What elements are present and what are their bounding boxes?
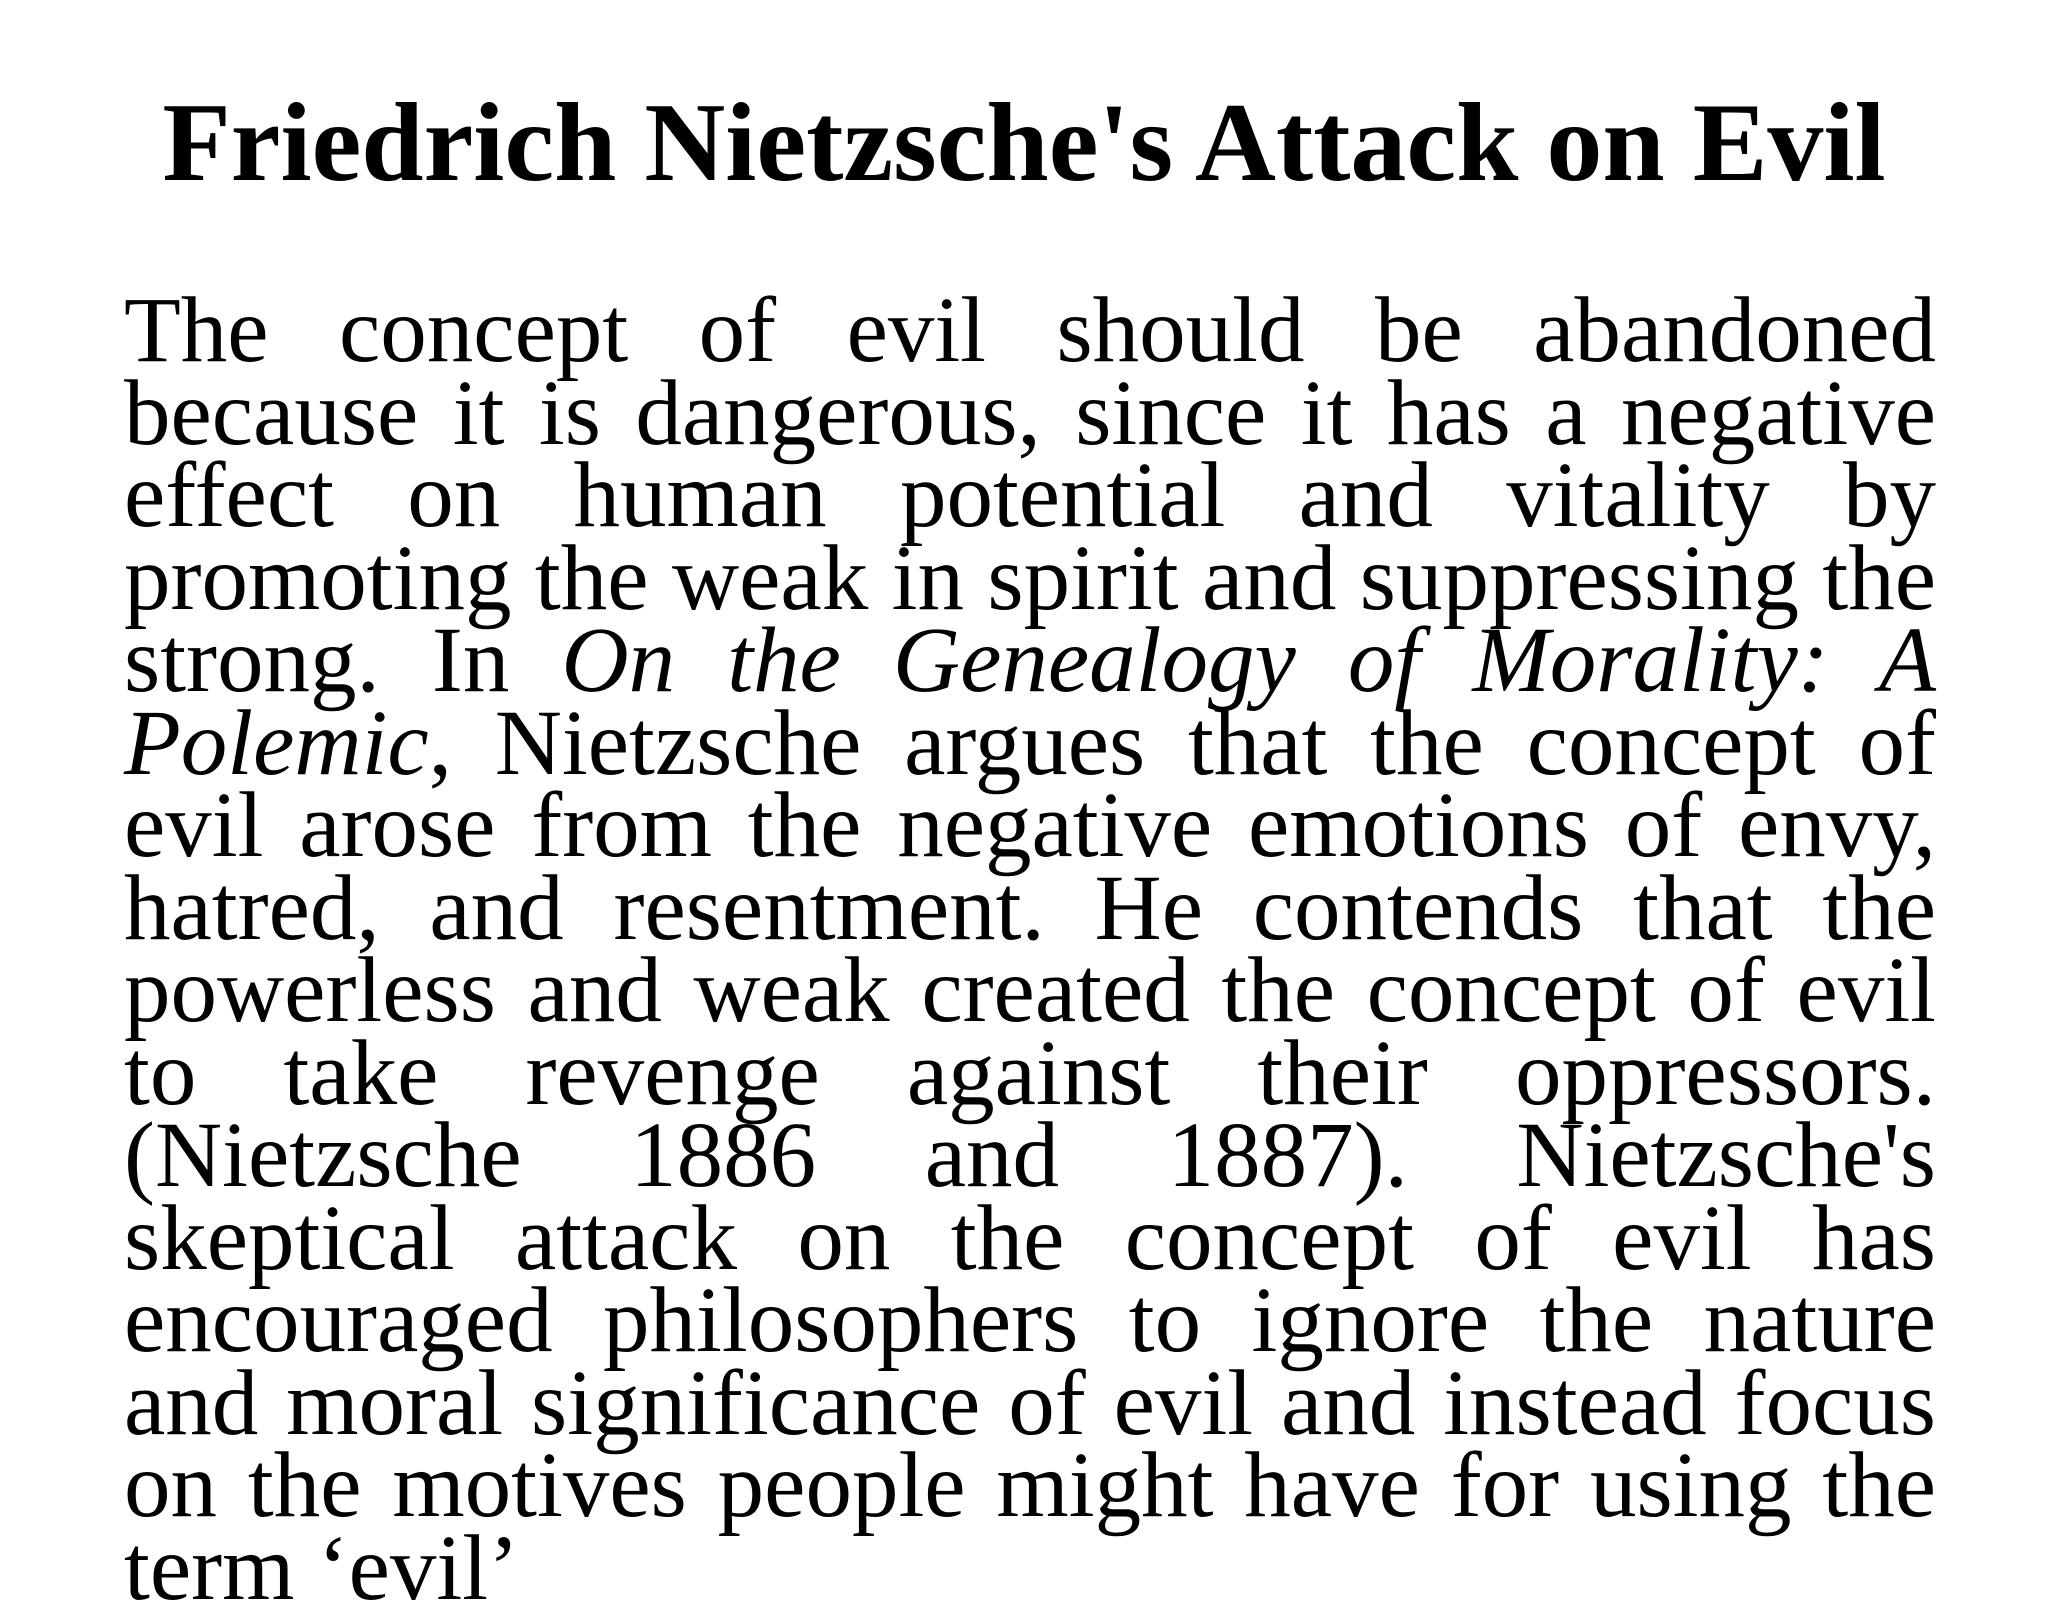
body-text-part-2: , Nietzsche argues that the concept of evil arose from the negative emotions of envy, hatred, and resentment. He contends that the powerless and weak created the concept of evil to take revenge against their oppressors. (Nietzsche 1886 and 1887). Nietzsche's skeptical attack on the concept of evil has encouraged philosophers to ignore the nature and moral significance of evil and instead focus on the motives people might have for using the term ‘evil’ <box>124 691 1936 1620</box>
slide-body-paragraph <box>124 279 1936 1620</box>
book-title: On the Genealogy of Morality: A Polemic <box>124 609 1936 795</box>
body-text-part-1: The concept of evil should be abandoned because it is dangerous, since it has a negative effect on human potential and vitality by promoting the weak in spirit and suppressing the strong. In <box>124 279 1936 712</box>
slide-title: Friedrich Nietzsche's Attack on Evil <box>162 81 1886 205</box>
